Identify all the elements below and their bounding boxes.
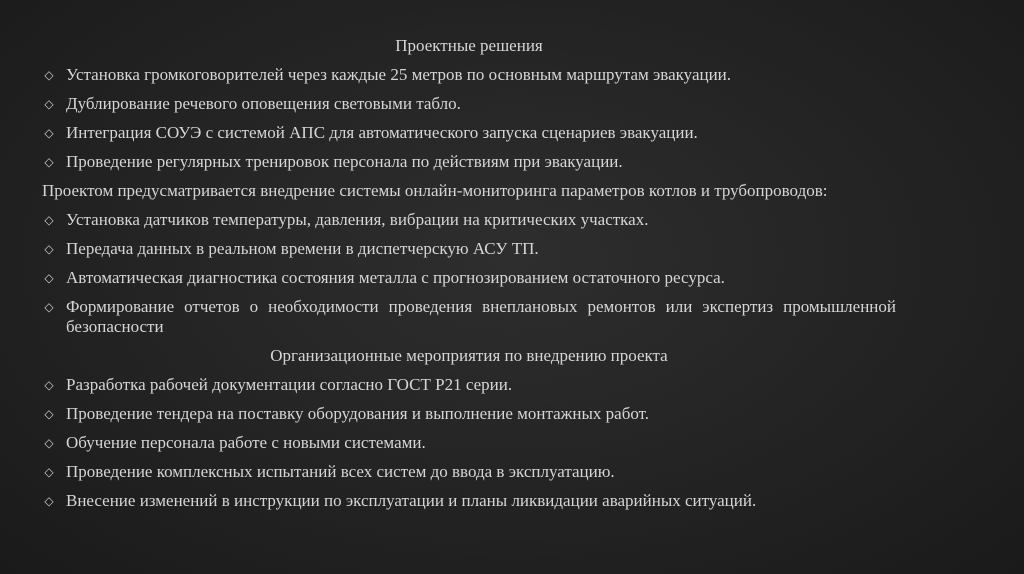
list-item: [42, 94, 896, 114]
heading-project-solutions: Проектные решения: [395, 36, 543, 55]
diamond-bullet-icon: ◇: [44, 494, 54, 508]
list-item: [42, 462, 896, 482]
list-item-text: Обучение персонала работе с новыми системами.: [66, 433, 426, 452]
heading-organizational-measures: Организационные мероприятия по внедрению проекта: [270, 346, 668, 365]
diamond-bullet-icon: ◇: [44, 436, 54, 450]
list-item: [42, 65, 896, 85]
monitoring-paragraph: Проектом предусматривается внедрение системы онлайн-мониторинга параметров котлов и трубопроводов:: [42, 181, 828, 200]
diamond-bullet-icon: ◇: [44, 213, 54, 227]
list-item: [42, 210, 896, 230]
list-item: [42, 268, 896, 288]
list-item: [42, 491, 896, 511]
list-item-text: Интеграция СОУЭ с системой АПС для автоматического запуска сценариев эвакуации.: [66, 123, 698, 142]
list-item-text: Передача данных в реальном времени в диспетчерскую АСУ ТП.: [66, 239, 539, 258]
diamond-bullet-icon: ◇: [44, 155, 54, 169]
list-item-text: Формирование отчетов о необходимости проведения внеплановых ремонтов или экспертиз промышленной безопасности: [66, 297, 896, 336]
diamond-bullet-icon: ◇: [44, 300, 54, 314]
diamond-bullet-icon: ◇: [44, 68, 54, 82]
list-item: [42, 239, 896, 259]
list-item-text: Разработка рабочей документации согласно ГОСТ Р21 серии.: [66, 375, 513, 394]
diamond-bullet-icon: ◇: [44, 97, 54, 111]
list-item-text: Внесение изменений в инструкции по эксплуатации и планы ликвидации аварийных ситуаций.: [66, 491, 757, 510]
diamond-bullet-icon: ◇: [44, 407, 54, 421]
list-item-text: Автоматическая диагностика состояния металла с прогнозированием остаточного ресурса.: [66, 268, 725, 287]
list-item: [42, 297, 896, 337]
slide-content: [42, 36, 896, 520]
list-item-text: Установка громкоговорителей через каждые 25 метров по основным маршрутам эвакуации.: [66, 65, 732, 84]
diamond-bullet-icon: ◇: [44, 465, 54, 479]
list-item-text: Установка датчиков температуры, давления, вибрации на критических участках.: [66, 210, 649, 229]
list-item-text: Проведение комплексных испытаний всех систем до ввода в эксплуатацию.: [66, 462, 615, 481]
diamond-bullet-icon: ◇: [44, 242, 54, 256]
diamond-bullet-icon: ◇: [44, 378, 54, 392]
list-item-text: Проведение регулярных тренировок персонала по действиям при эвакуации.: [66, 152, 623, 171]
diamond-bullet-icon: ◇: [44, 271, 54, 285]
list-item: [42, 404, 896, 424]
list-item: [42, 123, 896, 143]
list-item: [42, 433, 896, 453]
list-item-text: Проведение тендера на поставку оборудования и выполнение монтажных работ.: [66, 404, 650, 423]
diamond-bullet-icon: ◇: [44, 126, 54, 140]
list-item-text: Дублирование речевого оповещения световыми табло.: [66, 94, 461, 113]
list-item: [42, 375, 896, 395]
list-item: [42, 152, 896, 172]
